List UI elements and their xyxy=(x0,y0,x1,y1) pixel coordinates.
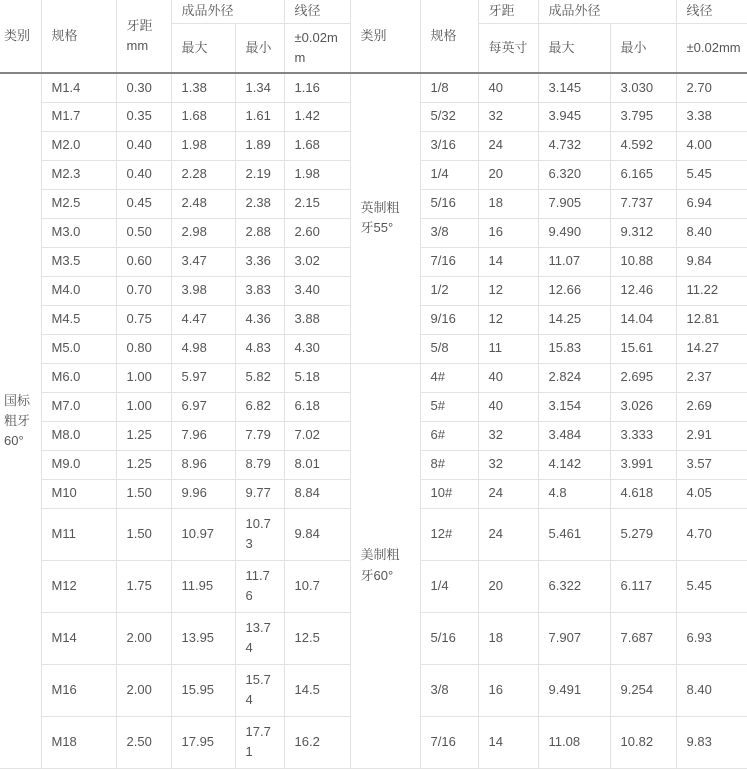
left-pitch-cell: 2.00 xyxy=(116,612,171,664)
left-wire-cell: 7.02 xyxy=(284,421,350,450)
right-wire-cell: 3.57 xyxy=(676,450,747,479)
right-od-max-cell: 11.07 xyxy=(538,247,610,276)
left-pitch-cell: 0.40 xyxy=(116,131,171,160)
right-wire-cell: 14.27 xyxy=(676,334,747,363)
left-od-max-cell: 15.95 xyxy=(171,664,235,716)
right-od-max-cell: 3.154 xyxy=(538,392,610,421)
left-od-max-cell: 1.68 xyxy=(171,102,235,131)
left-wire-cell: 12.5 xyxy=(284,612,350,664)
right-pitch-cell: 40 xyxy=(478,363,538,392)
left-od-max-cell: 2.28 xyxy=(171,160,235,189)
left-wire-cell: 8.84 xyxy=(284,479,350,508)
left-category-cell: 国标粗牙60° xyxy=(0,73,41,768)
right-pitch-cell: 14 xyxy=(478,247,538,276)
left-od-min-cell: 11.76 xyxy=(235,560,284,612)
right-od-max-cell: 7.907 xyxy=(538,612,610,664)
right-pitch-cell: 18 xyxy=(478,189,538,218)
left-od-max-cell: 5.97 xyxy=(171,363,235,392)
left-od-min-cell: 3.36 xyxy=(235,247,284,276)
right-wire-cell: 9.83 xyxy=(676,716,747,768)
right-wire-cell: 12.81 xyxy=(676,305,747,334)
right-od-min-cell: 3.333 xyxy=(610,421,676,450)
left-wire-cell: 3.40 xyxy=(284,276,350,305)
right-wire-cell: 8.40 xyxy=(676,664,747,716)
left-od-max-cell: 7.96 xyxy=(171,421,235,450)
right-spec-cell: 10# xyxy=(420,479,478,508)
right-od-header: 成品外径 xyxy=(538,0,676,23)
left-od-max-cell: 10.97 xyxy=(171,508,235,560)
right-od-min-cell: 3.991 xyxy=(610,450,676,479)
left-wire-cell: 16.2 xyxy=(284,716,350,768)
left-od-max-header: 最大 xyxy=(171,23,235,73)
right-wire-cell: 9.84 xyxy=(676,247,747,276)
left-pitch-cell: 0.80 xyxy=(116,334,171,363)
right-spec-cell: 1/8 xyxy=(420,73,478,102)
left-spec-cell: M2.0 xyxy=(41,131,116,160)
left-od-min-cell: 9.77 xyxy=(235,479,284,508)
right-wire-cell: 8.40 xyxy=(676,218,747,247)
right-od-max-cell: 15.83 xyxy=(538,334,610,363)
right-wire-tol-header: ±0.02mm xyxy=(676,23,747,73)
right-pitch-cell: 32 xyxy=(478,450,538,479)
right-pitch-cell: 20 xyxy=(478,560,538,612)
right-wire-cell: 2.91 xyxy=(676,421,747,450)
right-pitch-cell: 32 xyxy=(478,102,538,131)
right-pitch-cell: 16 xyxy=(478,218,538,247)
right-od-max-cell: 11.08 xyxy=(538,716,610,768)
left-wire-tol-header: ±0.02mm xyxy=(284,23,350,73)
right-spec-cell: 3/16 xyxy=(420,131,478,160)
right-spec-cell: 4# xyxy=(420,363,478,392)
left-od-min-cell: 4.36 xyxy=(235,305,284,334)
left-spec-header: 规格 xyxy=(41,0,116,73)
left-pitch-cell: 1.00 xyxy=(116,363,171,392)
right-wire-cell: 4.00 xyxy=(676,131,747,160)
left-wire-cell: 6.18 xyxy=(284,392,350,421)
right-pitch-cell: 16 xyxy=(478,664,538,716)
left-pitch-cell: 0.30 xyxy=(116,73,171,102)
right-wire-cell: 5.45 xyxy=(676,160,747,189)
right-spec-cell: 5/32 xyxy=(420,102,478,131)
right-od-min-cell: 10.82 xyxy=(610,716,676,768)
right-od-max-cell: 7.905 xyxy=(538,189,610,218)
right-spec-cell: 9/16 xyxy=(420,305,478,334)
right-spec-header: 规格 xyxy=(420,0,478,73)
table-header xyxy=(0,0,747,73)
right-spec-cell: 5/8 xyxy=(420,334,478,363)
left-pitch-cell: 0.45 xyxy=(116,189,171,218)
right-pitch-cell: 18 xyxy=(478,612,538,664)
right-od-max-cell: 9.491 xyxy=(538,664,610,716)
right-od-min-header: 最小 xyxy=(610,23,676,73)
right-pitch-cell: 32 xyxy=(478,421,538,450)
left-spec-cell: M9.0 xyxy=(41,450,116,479)
left-od-min-cell: 8.79 xyxy=(235,450,284,479)
left-wire-cell: 1.16 xyxy=(284,73,350,102)
right-pitch-cell: 20 xyxy=(478,160,538,189)
left-pitch-cell: 1.00 xyxy=(116,392,171,421)
left-od-min-cell: 17.71 xyxy=(235,716,284,768)
left-spec-cell: M1.4 xyxy=(41,73,116,102)
right-spec-cell: 3/8 xyxy=(420,218,478,247)
right-od-max-cell: 4.732 xyxy=(538,131,610,160)
right-spec-cell: 5# xyxy=(420,392,478,421)
left-spec-cell: M14 xyxy=(41,612,116,664)
right-od-min-cell: 10.88 xyxy=(610,247,676,276)
right-od-max-cell: 12.66 xyxy=(538,276,610,305)
right-od-min-cell: 4.618 xyxy=(610,479,676,508)
left-pitch-cell: 0.40 xyxy=(116,160,171,189)
right-spec-cell: 7/16 xyxy=(420,247,478,276)
left-od-min-header: 最小 xyxy=(235,23,284,73)
left-wire-cell: 14.5 xyxy=(284,664,350,716)
left-wire-header: 线径 xyxy=(284,0,350,23)
left-pitch-header: 牙距mm xyxy=(116,0,171,73)
right-wire-header: 线径 xyxy=(676,0,747,23)
left-spec-cell: M3.5 xyxy=(41,247,116,276)
left-pitch-cell: 1.50 xyxy=(116,508,171,560)
left-pitch-cell: 1.50 xyxy=(116,479,171,508)
left-od-max-cell: 13.95 xyxy=(171,612,235,664)
left-wire-cell: 1.68 xyxy=(284,131,350,160)
right-od-max-cell: 3.145 xyxy=(538,73,610,102)
left-spec-cell: M4.0 xyxy=(41,276,116,305)
right-od-min-cell: 9.254 xyxy=(610,664,676,716)
left-pitch-cell: 2.50 xyxy=(116,716,171,768)
left-od-max-cell: 4.47 xyxy=(171,305,235,334)
left-od-min-cell: 2.19 xyxy=(235,160,284,189)
right-wire-cell: 6.93 xyxy=(676,612,747,664)
left-wire-cell: 10.7 xyxy=(284,560,350,612)
left-od-min-cell: 1.89 xyxy=(235,131,284,160)
right-spec-cell: 1/2 xyxy=(420,276,478,305)
left-pitch-cell: 2.00 xyxy=(116,664,171,716)
left-spec-cell: M12 xyxy=(41,560,116,612)
right-pitch-cell: 24 xyxy=(478,508,538,560)
left-wire-cell: 3.02 xyxy=(284,247,350,276)
right-od-min-cell: 6.117 xyxy=(610,560,676,612)
right-od-max-cell: 4.8 xyxy=(538,479,610,508)
left-od-min-cell: 1.61 xyxy=(235,102,284,131)
left-od-min-cell: 3.83 xyxy=(235,276,284,305)
left-spec-cell: M3.0 xyxy=(41,218,116,247)
right-pitch-cell: 11 xyxy=(478,334,538,363)
right-category-header: 类别 xyxy=(350,0,420,73)
left-od-min-cell: 15.74 xyxy=(235,664,284,716)
left-pitch-cell: 0.60 xyxy=(116,247,171,276)
left-od-max-cell: 4.98 xyxy=(171,334,235,363)
left-od-min-cell: 2.88 xyxy=(235,218,284,247)
table-row xyxy=(0,73,747,102)
left-wire-cell: 4.30 xyxy=(284,334,350,363)
right-spec-cell: 5/16 xyxy=(420,612,478,664)
left-pitch-cell: 1.25 xyxy=(116,450,171,479)
left-od-max-cell: 3.98 xyxy=(171,276,235,305)
right-pitch-unit-header: 每英寸 xyxy=(478,23,538,73)
left-od-min-cell: 10.73 xyxy=(235,508,284,560)
left-spec-cell: M8.0 xyxy=(41,421,116,450)
left-od-min-cell: 5.82 xyxy=(235,363,284,392)
left-spec-cell: M11 xyxy=(41,508,116,560)
left-od-min-cell: 13.74 xyxy=(235,612,284,664)
right-pitch-cell: 40 xyxy=(478,392,538,421)
right-wire-cell: 2.37 xyxy=(676,363,747,392)
left-spec-cell: M16 xyxy=(41,664,116,716)
right-wire-cell: 6.94 xyxy=(676,189,747,218)
left-wire-cell: 3.88 xyxy=(284,305,350,334)
right-od-max-cell: 6.320 xyxy=(538,160,610,189)
left-wire-cell: 5.18 xyxy=(284,363,350,392)
right-od-max-cell: 4.142 xyxy=(538,450,610,479)
left-spec-cell: M2.3 xyxy=(41,160,116,189)
right-od-max-cell: 6.322 xyxy=(538,560,610,612)
left-od-max-cell: 8.96 xyxy=(171,450,235,479)
left-od-max-cell: 17.95 xyxy=(171,716,235,768)
right-spec-cell: 3/8 xyxy=(420,664,478,716)
right-spec-cell: 12# xyxy=(420,508,478,560)
right-od-max-header: 最大 xyxy=(538,23,610,73)
right-pitch-cell: 12 xyxy=(478,305,538,334)
left-category-header: 类别 xyxy=(0,0,41,73)
right-od-min-cell: 4.592 xyxy=(610,131,676,160)
right-spec-cell: 7/16 xyxy=(420,716,478,768)
left-spec-cell: M18 xyxy=(41,716,116,768)
right-spec-cell: 1/4 xyxy=(420,160,478,189)
table-row xyxy=(0,363,747,392)
left-od-max-cell: 2.48 xyxy=(171,189,235,218)
left-od-max-cell: 9.96 xyxy=(171,479,235,508)
right-od-min-cell: 12.46 xyxy=(610,276,676,305)
left-od-max-cell: 2.98 xyxy=(171,218,235,247)
right-od-min-cell: 7.687 xyxy=(610,612,676,664)
right-od-min-cell: 14.04 xyxy=(610,305,676,334)
left-spec-cell: M1.7 xyxy=(41,102,116,131)
left-spec-cell: M6.0 xyxy=(41,363,116,392)
right-od-max-cell: 3.484 xyxy=(538,421,610,450)
header-row-1 xyxy=(0,0,747,23)
right-wire-cell: 3.38 xyxy=(676,102,747,131)
right-category-cell-american: 美制粗牙60° xyxy=(350,363,420,768)
left-pitch-cell: 0.35 xyxy=(116,102,171,131)
right-pitch-cell: 40 xyxy=(478,73,538,102)
left-od-header: 成品外径 xyxy=(171,0,284,23)
left-od-max-cell: 6.97 xyxy=(171,392,235,421)
left-wire-cell: 8.01 xyxy=(284,450,350,479)
right-od-min-cell: 3.795 xyxy=(610,102,676,131)
left-wire-cell: 9.84 xyxy=(284,508,350,560)
right-pitch-cell: 12 xyxy=(478,276,538,305)
right-pitch-cell: 24 xyxy=(478,131,538,160)
left-spec-cell: M7.0 xyxy=(41,392,116,421)
left-pitch-cell: 1.25 xyxy=(116,421,171,450)
left-spec-cell: M5.0 xyxy=(41,334,116,363)
right-pitch-header: 牙距 xyxy=(478,0,538,23)
left-wire-cell: 2.60 xyxy=(284,218,350,247)
right-wire-cell: 2.69 xyxy=(676,392,747,421)
right-od-min-cell: 2.695 xyxy=(610,363,676,392)
left-spec-cell: M2.5 xyxy=(41,189,116,218)
left-od-min-cell: 6.82 xyxy=(235,392,284,421)
right-wire-cell: 2.70 xyxy=(676,73,747,102)
right-od-min-cell: 9.312 xyxy=(610,218,676,247)
left-od-max-cell: 1.98 xyxy=(171,131,235,160)
right-wire-cell: 4.05 xyxy=(676,479,747,508)
left-od-max-cell: 11.95 xyxy=(171,560,235,612)
left-spec-cell: M4.5 xyxy=(41,305,116,334)
left-pitch-cell: 1.75 xyxy=(116,560,171,612)
left-od-min-cell: 1.34 xyxy=(235,73,284,102)
left-od-max-cell: 1.38 xyxy=(171,73,235,102)
right-od-min-cell: 3.030 xyxy=(610,73,676,102)
right-od-min-cell: 15.61 xyxy=(610,334,676,363)
left-pitch-cell: 0.70 xyxy=(116,276,171,305)
table-body xyxy=(0,73,747,768)
right-wire-cell: 5.45 xyxy=(676,560,747,612)
right-od-max-cell: 3.945 xyxy=(538,102,610,131)
left-wire-cell: 2.15 xyxy=(284,189,350,218)
left-wire-cell: 1.42 xyxy=(284,102,350,131)
left-od-min-cell: 4.83 xyxy=(235,334,284,363)
left-od-min-cell: 2.38 xyxy=(235,189,284,218)
right-spec-cell: 8# xyxy=(420,450,478,479)
left-wire-cell: 1.98 xyxy=(284,160,350,189)
right-od-max-cell: 2.824 xyxy=(538,363,610,392)
left-pitch-cell: 0.50 xyxy=(116,218,171,247)
right-spec-cell: 1/4 xyxy=(420,560,478,612)
right-spec-cell: 5/16 xyxy=(420,189,478,218)
right-od-min-cell: 3.026 xyxy=(610,392,676,421)
right-od-max-cell: 14.25 xyxy=(538,305,610,334)
right-wire-cell: 11.22 xyxy=(676,276,747,305)
right-od-max-cell: 5.461 xyxy=(538,508,610,560)
right-pitch-cell: 24 xyxy=(478,479,538,508)
left-spec-cell: M10 xyxy=(41,479,116,508)
left-od-min-cell: 7.79 xyxy=(235,421,284,450)
right-category-cell-imperial: 英制粗牙55° xyxy=(350,73,420,363)
right-od-max-cell: 9.490 xyxy=(538,218,610,247)
left-pitch-cell: 0.75 xyxy=(116,305,171,334)
right-wire-cell: 4.70 xyxy=(676,508,747,560)
right-od-min-cell: 5.279 xyxy=(610,508,676,560)
right-od-min-cell: 6.165 xyxy=(610,160,676,189)
right-pitch-cell: 14 xyxy=(478,716,538,768)
right-od-min-cell: 7.737 xyxy=(610,189,676,218)
left-od-max-cell: 3.47 xyxy=(171,247,235,276)
right-spec-cell: 6# xyxy=(420,421,478,450)
